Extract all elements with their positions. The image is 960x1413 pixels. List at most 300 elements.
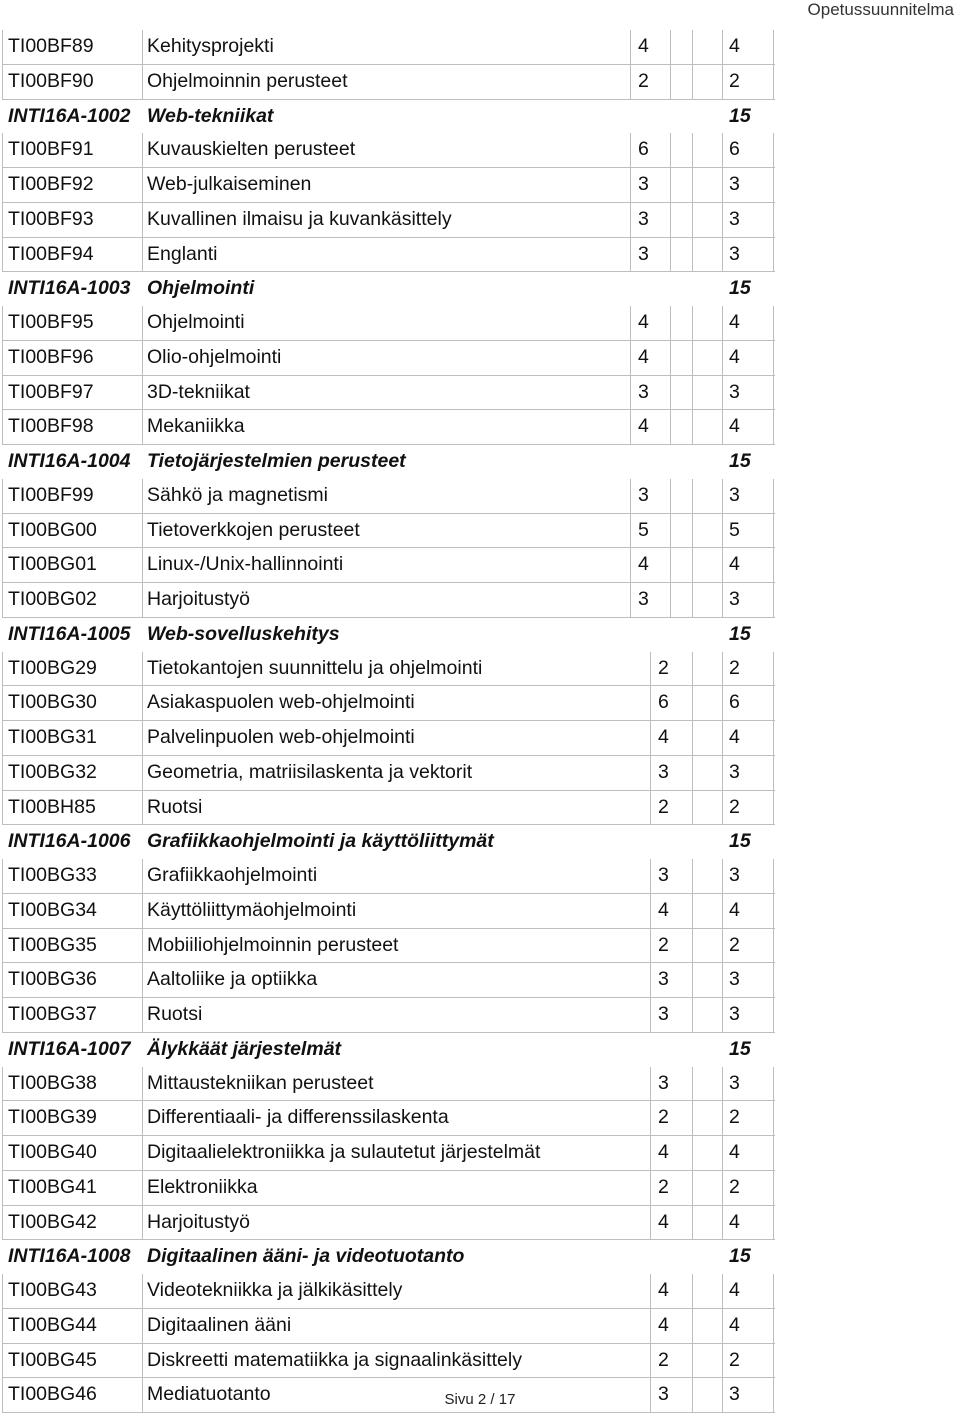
course-name: Elektroniikka <box>147 1175 258 1198</box>
course-name: Web-julkaiseminen <box>147 173 312 195</box>
semester-credits: 4 <box>658 726 669 748</box>
cell-border <box>773 1344 774 1379</box>
cell-border <box>773 30 774 65</box>
course-row <box>2 1344 775 1379</box>
total-credits: 3 <box>729 864 740 886</box>
cell-border <box>692 929 693 964</box>
cell-border <box>2 756 3 791</box>
cell-border <box>722 686 723 721</box>
cell-border <box>722 168 723 203</box>
module-name: Web-sovelluskehitys <box>147 622 340 645</box>
cell-border <box>722 756 723 791</box>
semester-credits: 3 <box>658 760 669 783</box>
total-credits: 3 <box>729 1071 740 1094</box>
cell-border <box>722 410 723 445</box>
semester-credits: 3 <box>638 588 649 610</box>
cell-border <box>692 341 693 376</box>
cell-border <box>692 686 693 721</box>
course-code: TI00BG46 <box>8 1383 97 1406</box>
total-credits: 4 <box>729 1313 740 1336</box>
cell-border <box>2 306 3 341</box>
cell-border <box>773 1309 774 1344</box>
cell-border <box>650 721 651 756</box>
course-code: TI00BG36 <box>8 968 97 991</box>
cell-border <box>773 791 774 826</box>
page-number: Sivu 2 / 17 <box>444 1391 516 1408</box>
cell-border <box>722 133 723 168</box>
course-name: Ruotsi <box>147 1003 203 1025</box>
cell-border <box>2 1309 3 1344</box>
cell-border <box>650 686 651 721</box>
course-code: TI00BG39 <box>8 1106 97 1129</box>
course-code: TI00BF93 <box>8 207 94 230</box>
cell-border <box>630 548 631 583</box>
cell-border <box>670 203 671 238</box>
cell-border <box>142 1309 143 1344</box>
cell-border <box>692 133 693 168</box>
cell-border <box>142 514 143 549</box>
semester-credits: 4 <box>638 35 649 57</box>
module-total-credits: 15 <box>729 104 751 127</box>
cell-border <box>773 168 774 203</box>
cell-border <box>2 1274 3 1309</box>
course-code: TI00BF96 <box>8 345 94 368</box>
cell-border <box>773 721 774 756</box>
cell-border <box>722 929 723 964</box>
course-name: Sähkö ja magnetismi <box>147 483 329 506</box>
total-credits: 4 <box>729 415 740 438</box>
cell-border <box>722 341 723 376</box>
course-row <box>2 1136 775 1171</box>
course-name: Digitaalielektroniikka ja sulautetut järjestelmät <box>147 1141 541 1163</box>
course-code: TI00BG02 <box>8 588 97 610</box>
cell-border <box>670 583 671 618</box>
cell-border <box>142 929 143 964</box>
course-code: TI00BG41 <box>8 1175 97 1198</box>
cell-border <box>670 133 671 168</box>
module-code: INTI16A-1002 <box>8 104 131 127</box>
cell-border <box>722 1067 723 1102</box>
total-credits: 3 <box>729 1383 740 1406</box>
course-name: Kuvallinen ilmaisu ja kuvankäsittely <box>147 207 452 230</box>
cell-border <box>722 652 723 687</box>
total-credits: 3 <box>729 968 740 991</box>
cell-border <box>773 963 774 998</box>
total-credits: 4 <box>729 35 740 57</box>
course-code: TI00BG43 <box>8 1279 97 1301</box>
cell-border <box>650 894 651 929</box>
cell-border <box>142 410 143 445</box>
cell-border <box>142 1101 143 1136</box>
course-row <box>2 376 775 411</box>
cell-border <box>2 65 3 100</box>
module-row <box>2 825 775 859</box>
cell-border <box>142 1206 143 1241</box>
document-header-title: Opetussuunnitelma <box>807 0 954 19</box>
course-code: TI00BG44 <box>8 1313 97 1336</box>
semester-credits: 4 <box>638 345 649 368</box>
cell-border <box>142 168 143 203</box>
cell-border <box>2 1171 3 1206</box>
semester-credits: 4 <box>658 898 669 921</box>
cell-border <box>773 341 774 376</box>
cell-border <box>722 1136 723 1171</box>
cell-border <box>142 133 143 168</box>
total-credits: 4 <box>729 898 740 921</box>
cell-border <box>630 341 631 376</box>
cell-border <box>692 583 693 618</box>
module-total-credits: 15 <box>729 830 751 853</box>
cell-border <box>670 65 671 100</box>
course-code: TI00BF97 <box>8 380 94 403</box>
module-row <box>2 1240 775 1274</box>
cell-border <box>2 894 3 929</box>
cell-border <box>142 376 143 411</box>
cell-border <box>2 929 3 964</box>
semester-credits: 3 <box>638 483 649 506</box>
course-code: TI00BG00 <box>8 518 97 541</box>
course-row <box>2 1274 775 1309</box>
cell-border <box>2 1206 3 1241</box>
total-credits: 4 <box>729 726 740 748</box>
semester-credits: 2 <box>658 1348 669 1371</box>
course-row <box>2 514 775 549</box>
cell-border <box>692 998 693 1033</box>
cell-border <box>722 859 723 894</box>
course-row <box>2 721 775 756</box>
cell-border <box>2 203 3 238</box>
cell-border <box>142 1171 143 1206</box>
course-name: Tietokantojen suunnittelu ja ohjelmointi <box>147 656 483 679</box>
cell-border <box>692 1274 693 1309</box>
cell-border <box>692 963 693 998</box>
cell-border <box>773 929 774 964</box>
course-code: TI00BF98 <box>8 415 94 438</box>
total-credits: 4 <box>729 1141 740 1163</box>
cell-border <box>670 376 671 411</box>
course-code: TI00BF99 <box>8 483 94 506</box>
course-name: Tietoverkkojen perusteet <box>147 518 360 541</box>
cell-border <box>2 376 3 411</box>
course-row <box>2 238 775 273</box>
total-credits: 4 <box>729 553 740 576</box>
module-total-credits: 15 <box>729 1037 751 1060</box>
cell-border <box>722 376 723 411</box>
course-code: TI00BF95 <box>8 311 94 333</box>
course-row <box>2 791 775 826</box>
module-code: INTI16A-1004 <box>8 450 131 472</box>
course-row <box>2 1101 775 1136</box>
cell-border <box>692 168 693 203</box>
cell-border <box>650 859 651 894</box>
cell-border <box>630 133 631 168</box>
course-row <box>2 548 775 583</box>
cell-border <box>773 859 774 894</box>
semester-credits: 2 <box>658 1106 669 1129</box>
total-credits: 2 <box>729 1175 740 1198</box>
course-name: Englanti <box>147 242 218 265</box>
course-name: Diskreetti matematiikka ja signaalinkäsittely <box>147 1348 522 1371</box>
cell-border <box>142 306 143 341</box>
semester-credits: 2 <box>658 795 669 818</box>
cell-border <box>142 479 143 514</box>
semester-credits: 4 <box>638 311 649 333</box>
total-credits: 3 <box>729 483 740 506</box>
cell-border <box>773 306 774 341</box>
cell-border <box>142 583 143 618</box>
cell-border <box>773 548 774 583</box>
cell-border <box>2 1067 3 1102</box>
semester-credits: 2 <box>638 69 649 92</box>
course-row <box>2 859 775 894</box>
semester-credits: 2 <box>658 656 669 679</box>
course-name: Ruotsi <box>147 795 203 818</box>
semester-credits: 3 <box>638 207 649 230</box>
cell-border <box>692 1067 693 1102</box>
cell-border <box>630 203 631 238</box>
module-name: Web-tekniikat <box>147 104 274 127</box>
cell-border <box>773 133 774 168</box>
cell-border <box>722 65 723 100</box>
cell-border <box>2 1344 3 1379</box>
module-name: Grafiikkaohjelmointi ja käyttöliittymät <box>147 830 494 853</box>
course-name: Kehitysprojekti <box>147 35 274 57</box>
module-code: INTI16A-1005 <box>8 622 131 645</box>
total-credits: 2 <box>729 1106 740 1129</box>
cell-border <box>670 306 671 341</box>
cell-border <box>722 721 723 756</box>
course-code: TI00BG33 <box>8 864 97 886</box>
total-credits: 3 <box>729 173 740 195</box>
semester-credits: 3 <box>658 1071 669 1094</box>
cell-border <box>2 410 3 445</box>
cell-border <box>650 756 651 791</box>
cell-border <box>722 1206 723 1241</box>
cell-border <box>722 791 723 826</box>
cell-border <box>773 203 774 238</box>
course-name: Differentiaali- ja differenssilaskenta <box>147 1106 449 1129</box>
cell-border <box>142 756 143 791</box>
total-credits: 4 <box>729 1210 740 1233</box>
course-row <box>2 1309 775 1344</box>
cell-border <box>692 791 693 826</box>
cell-border <box>2 30 3 65</box>
cell-border <box>142 1274 143 1309</box>
cell-border <box>2 479 3 514</box>
course-name: Harjoitustyö <box>147 1210 250 1233</box>
cell-border <box>2 998 3 1033</box>
cell-border <box>722 514 723 549</box>
cell-border <box>722 479 723 514</box>
cell-border <box>630 30 631 65</box>
cell-border <box>722 583 723 618</box>
cell-border <box>773 894 774 929</box>
cell-border <box>2 686 3 721</box>
semester-credits: 3 <box>658 968 669 991</box>
semester-credits: 3 <box>638 380 649 403</box>
cell-border <box>773 1171 774 1206</box>
module-code: INTI16A-1003 <box>8 277 131 300</box>
total-credits: 2 <box>729 1348 740 1371</box>
semester-credits: 4 <box>658 1141 669 1163</box>
cell-border <box>692 756 693 791</box>
semester-credits: 5 <box>638 518 649 541</box>
cell-border <box>692 1171 693 1206</box>
total-credits: 5 <box>729 518 740 541</box>
course-code: TI00BG37 <box>8 1003 97 1025</box>
total-credits: 6 <box>729 691 740 714</box>
course-row <box>2 410 775 445</box>
course-code: TI00BH85 <box>8 795 96 818</box>
cell-border <box>630 514 631 549</box>
course-name: Ohjelmointi <box>147 311 245 333</box>
course-name: Ohjelmoinnin perusteet <box>147 69 348 92</box>
module-name: Digitaalinen ääni- ja videotuotanto <box>147 1245 465 1268</box>
cell-border <box>692 514 693 549</box>
course-row <box>2 963 775 998</box>
cell-border <box>670 341 671 376</box>
cell-border <box>650 1101 651 1136</box>
cell-border <box>2 514 3 549</box>
total-credits: 3 <box>729 380 740 403</box>
module-total-credits: 15 <box>729 1245 751 1268</box>
cell-border <box>692 306 693 341</box>
semester-credits: 3 <box>638 173 649 195</box>
cell-border <box>722 1274 723 1309</box>
cell-border <box>692 894 693 929</box>
cell-border <box>670 548 671 583</box>
course-name: Asiakaspuolen web-ohjelmointi <box>147 691 415 714</box>
course-code: TI00BF90 <box>8 69 94 92</box>
cell-border <box>650 1344 651 1379</box>
cell-border <box>692 1136 693 1171</box>
course-code: TI00BF94 <box>8 242 94 265</box>
cell-border <box>630 238 631 273</box>
cell-border <box>773 514 774 549</box>
course-row <box>2 998 775 1033</box>
cell-border <box>670 30 671 65</box>
semester-credits: 2 <box>658 933 669 956</box>
module-name: Tietojärjestelmien perusteet <box>147 450 406 472</box>
course-code: TI00BF91 <box>8 138 94 161</box>
cell-border <box>692 479 693 514</box>
cell-border <box>630 306 631 341</box>
cell-border <box>2 168 3 203</box>
course-row <box>2 1171 775 1206</box>
module-row <box>2 445 775 479</box>
cell-border <box>722 238 723 273</box>
course-name: Kuvauskielten perusteet <box>147 138 356 161</box>
course-code: TI00BG31 <box>8 726 97 748</box>
total-credits: 3 <box>729 207 740 230</box>
cell-border <box>2 652 3 687</box>
cell-border <box>773 583 774 618</box>
cell-border <box>773 1101 774 1136</box>
cell-border <box>142 686 143 721</box>
course-name: Digitaalinen ääni <box>147 1313 292 1336</box>
cell-border <box>650 998 651 1033</box>
course-row <box>2 203 775 238</box>
module-name: Ohjelmointi <box>147 277 255 300</box>
cell-border <box>630 65 631 100</box>
cell-border <box>142 791 143 826</box>
cell-border <box>630 410 631 445</box>
total-credits: 2 <box>729 795 740 818</box>
cell-border <box>650 1171 651 1206</box>
total-credits: 4 <box>729 345 740 368</box>
course-row <box>2 686 775 721</box>
semester-credits: 4 <box>658 1210 669 1233</box>
cell-border <box>2 133 3 168</box>
course-code: TI00BG35 <box>8 933 97 956</box>
semester-credits: 4 <box>638 553 649 576</box>
cell-border <box>2 238 3 273</box>
course-name: Mediatuotanto <box>147 1383 271 1406</box>
cell-border <box>692 1101 693 1136</box>
module-name: Älykkäät järjestelmät <box>147 1037 342 1060</box>
cell-border <box>2 963 3 998</box>
module-row <box>2 618 775 652</box>
cell-border <box>692 721 693 756</box>
course-code: TI00BF92 <box>8 173 94 195</box>
cell-border <box>2 341 3 376</box>
cell-border <box>142 894 143 929</box>
course-row <box>2 929 775 964</box>
module-code: INTI16A-1006 <box>8 830 131 853</box>
cell-border <box>142 1067 143 1102</box>
semester-credits: 4 <box>638 415 649 438</box>
cell-border <box>773 1067 774 1102</box>
course-code: TI00BG30 <box>8 691 97 714</box>
semester-credits: 3 <box>658 864 669 886</box>
cell-border <box>773 479 774 514</box>
module-total-credits: 15 <box>729 450 751 472</box>
cell-border <box>650 791 651 826</box>
total-credits: 4 <box>729 1279 740 1301</box>
cell-border <box>722 998 723 1033</box>
course-code: TI00BG34 <box>8 898 97 921</box>
course-row <box>2 341 775 376</box>
cell-border <box>630 376 631 411</box>
cell-border <box>2 721 3 756</box>
cell-border <box>692 652 693 687</box>
cell-border <box>142 1344 143 1379</box>
semester-credits: 4 <box>658 1313 669 1336</box>
cell-border <box>692 548 693 583</box>
cell-border <box>2 548 3 583</box>
cell-border <box>142 998 143 1033</box>
course-name: Linux-/Unix-hallinnointi <box>147 553 344 576</box>
course-name: Mekaniikka <box>147 415 245 438</box>
cell-border <box>722 1101 723 1136</box>
cell-border <box>650 1136 651 1171</box>
cell-border <box>142 859 143 894</box>
cell-border <box>650 1067 651 1102</box>
cell-border <box>722 306 723 341</box>
cell-border <box>142 963 143 998</box>
course-code: TI00BG45 <box>8 1348 97 1371</box>
total-credits: 2 <box>729 69 740 92</box>
cell-border <box>650 929 651 964</box>
course-name: Harjoitustyö <box>147 588 250 610</box>
module-total-credits: 15 <box>729 622 751 645</box>
semester-credits: 3 <box>658 1003 669 1025</box>
cell-border <box>142 652 143 687</box>
total-credits: 3 <box>729 242 740 265</box>
module-row <box>2 272 775 306</box>
cell-border <box>2 859 3 894</box>
cell-border <box>773 238 774 273</box>
